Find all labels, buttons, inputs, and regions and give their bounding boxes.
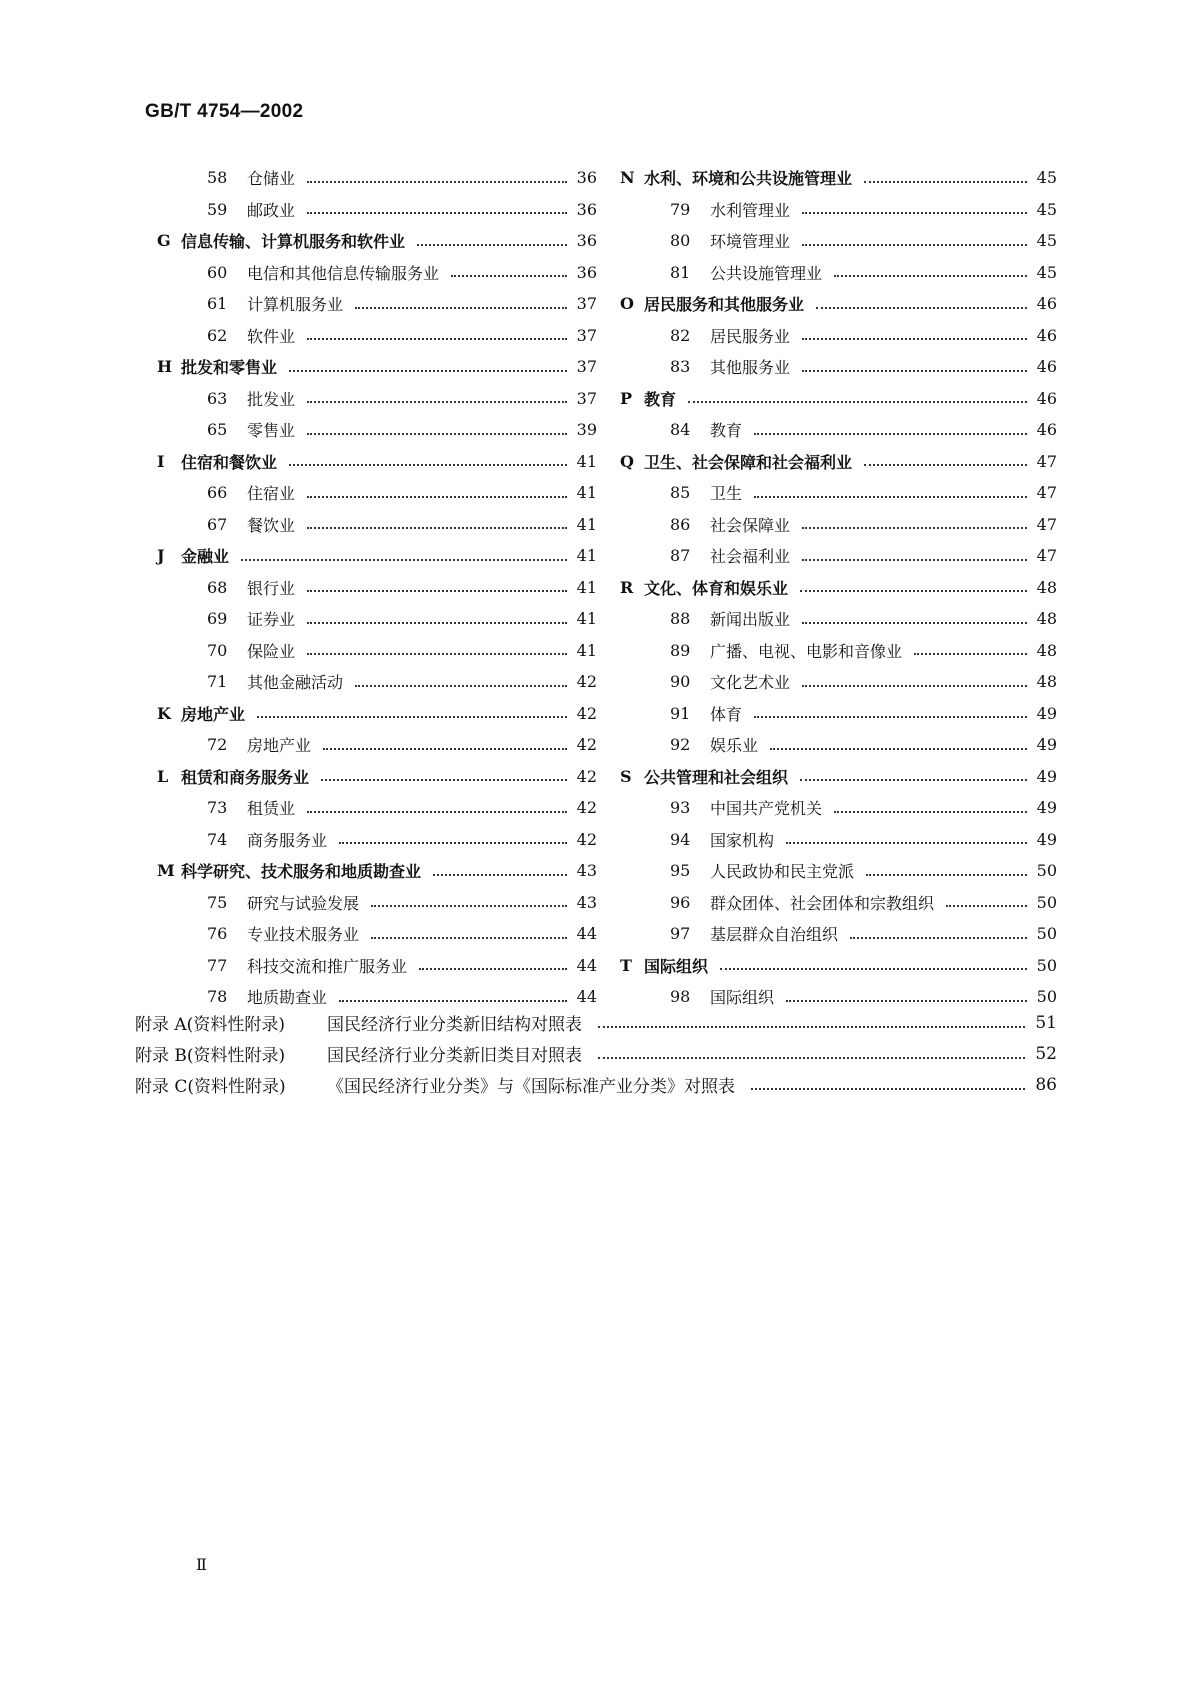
entry-page-number: 46 <box>1036 294 1057 314</box>
toc-section-entry[interactable] <box>620 572 1057 604</box>
leader-dots <box>321 779 567 781</box>
toc-section-entry[interactable] <box>157 540 597 572</box>
entry-title: 教育 <box>644 389 677 409</box>
toc-section-entry[interactable] <box>157 761 597 793</box>
leader-dots <box>598 1057 1025 1059</box>
entry-title: 国际组织 <box>644 956 709 976</box>
entry-code: 59 <box>207 199 228 219</box>
entry-page-number: 50 <box>1036 955 1057 975</box>
entry-code: 79 <box>670 199 691 219</box>
toc-subsection-entry[interactable] <box>620 635 1057 667</box>
entry-title: 专业技术服务业 <box>247 925 360 945</box>
leader-dots <box>802 527 1027 529</box>
entry-code: 94 <box>670 829 691 849</box>
entry-page-number: 49 <box>1036 798 1057 818</box>
toc-subsection-entry[interactable] <box>157 383 597 415</box>
toc-subsection-entry[interactable] <box>620 792 1057 824</box>
leader-dots <box>770 748 1027 750</box>
entry-code: 80 <box>670 231 691 251</box>
entry-code: R <box>620 577 634 597</box>
toc-subsection-entry[interactable] <box>157 257 597 289</box>
leader-dots <box>834 811 1027 813</box>
entry-title: 群众团体、社会团体和宗教组织 <box>710 893 935 913</box>
entry-page-number: 46 <box>1036 325 1057 345</box>
appendix-page-number: 52 <box>1035 1043 1057 1064</box>
leader-dots <box>834 275 1027 277</box>
entry-page-number: 47 <box>1036 546 1057 566</box>
entry-code: 83 <box>670 357 691 377</box>
entry-title: 公共管理和社会组织 <box>644 767 789 787</box>
entry-code: 82 <box>670 325 691 345</box>
leader-dots <box>866 874 1027 876</box>
leader-dots <box>754 433 1027 435</box>
entry-code: J <box>157 546 165 566</box>
leader-dots <box>802 559 1027 561</box>
toc-section-entry[interactable] <box>620 446 1057 478</box>
appendix-entry[interactable] <box>135 1038 1057 1069</box>
entry-title: 其他金融活动 <box>247 673 344 693</box>
entry-page-number: 41 <box>576 546 597 566</box>
entry-page-number: 41 <box>576 577 597 597</box>
entry-title: 国家机构 <box>710 830 775 850</box>
appendix-label: 附录 B(资料性附录) <box>135 1046 286 1066</box>
entry-title: 文化艺术业 <box>710 673 791 693</box>
toc-section-entry[interactable] <box>620 162 1057 194</box>
entry-title: 住宿和餐饮业 <box>181 452 278 472</box>
leader-dots <box>864 464 1027 466</box>
toc-subsection-entry[interactable] <box>620 414 1057 446</box>
leader-dots <box>802 338 1027 340</box>
toc-subsection-entry[interactable] <box>157 792 597 824</box>
entry-code: 58 <box>207 168 228 188</box>
entry-code: 76 <box>207 924 228 944</box>
toc-subsection-entry[interactable] <box>620 698 1057 730</box>
appendix-title: 国民经济行业分类新旧类目对照表 <box>327 1046 582 1066</box>
entry-title: 科技交流和推广服务业 <box>247 956 408 976</box>
entry-page-number: 42 <box>576 703 597 723</box>
entry-code: 95 <box>670 861 691 881</box>
appendix-title: 国民经济行业分类新旧结构对照表 <box>327 1015 582 1035</box>
entry-code: 93 <box>670 798 691 818</box>
leader-dots <box>307 338 567 340</box>
toc-subsection-entry[interactable] <box>620 477 1057 509</box>
entry-title: 电信和其他信息传输服务业 <box>247 263 440 283</box>
entry-title: 文化、体育和娱乐业 <box>644 578 789 598</box>
entry-page-number: 36 <box>576 199 597 219</box>
toc-subsection-entry[interactable] <box>620 320 1057 352</box>
appendix-list <box>135 1007 1057 1100</box>
leader-dots <box>307 181 567 183</box>
toc-subsection-entry[interactable] <box>620 729 1057 761</box>
entry-title: 新闻出版业 <box>710 610 791 630</box>
entry-code: 70 <box>207 640 228 660</box>
entry-page-number: 50 <box>1036 987 1057 1007</box>
entry-page-number: 44 <box>576 987 597 1007</box>
entry-page-number: 45 <box>1036 262 1057 282</box>
entry-title: 教育 <box>710 421 743 441</box>
toc-subsection-entry[interactable] <box>157 635 597 667</box>
entry-title: 邮政业 <box>247 200 296 220</box>
entry-page-number: 49 <box>1036 703 1057 723</box>
leader-dots <box>323 748 567 750</box>
entry-title: 居民服务业 <box>710 326 791 346</box>
toc-subsection-entry[interactable] <box>620 918 1057 950</box>
entry-page-number: 41 <box>576 483 597 503</box>
entry-code: 91 <box>670 703 691 723</box>
entry-code: 71 <box>207 672 228 692</box>
entry-page-number: 48 <box>1036 577 1057 597</box>
entry-code: M <box>157 861 175 881</box>
leader-dots <box>802 685 1027 687</box>
entry-code: 65 <box>207 420 228 440</box>
entry-code: O <box>620 294 634 314</box>
leader-dots <box>371 937 567 939</box>
leader-dots <box>307 811 567 813</box>
entry-code: 81 <box>670 262 691 282</box>
entry-title: 研究与试验发展 <box>247 893 360 913</box>
toc-subsection-entry[interactable] <box>157 414 597 446</box>
leader-dots <box>850 937 1027 939</box>
entry-page-number: 41 <box>576 609 597 629</box>
leader-dots <box>307 401 567 403</box>
leader-dots <box>914 653 1027 655</box>
entry-code: 66 <box>207 483 228 503</box>
entry-page-number: 42 <box>576 766 597 786</box>
entry-title: 批发业 <box>247 389 296 409</box>
leader-dots <box>433 874 567 876</box>
entry-page-number: 43 <box>576 861 597 881</box>
entry-title: 国际组织 <box>710 988 775 1008</box>
toc-subsection-entry[interactable] <box>157 950 597 982</box>
leader-dots <box>802 622 1027 624</box>
entry-title: 餐饮业 <box>247 515 296 535</box>
entry-title: 水利管理业 <box>710 200 791 220</box>
leader-dots <box>786 1000 1027 1002</box>
entry-page-number: 44 <box>576 924 597 944</box>
toc-section-entry[interactable] <box>157 351 597 383</box>
toc-section-entry[interactable] <box>157 225 597 257</box>
entry-page-number: 41 <box>576 640 597 660</box>
document-id: GB/T 4754—2002 <box>145 101 304 122</box>
leader-dots <box>339 842 567 844</box>
toc-subsection-entry[interactable] <box>620 509 1057 541</box>
entry-code: 86 <box>670 514 691 534</box>
entry-code: K <box>157 703 171 723</box>
entry-title: 零售业 <box>247 421 296 441</box>
entry-page-number: 42 <box>576 672 597 692</box>
leader-dots <box>751 1088 1025 1090</box>
toc-section-entry[interactable] <box>157 698 597 730</box>
entry-title: 仓储业 <box>247 169 296 189</box>
entry-code: H <box>157 357 173 377</box>
entry-title: 体育 <box>710 704 743 724</box>
leader-dots <box>754 496 1027 498</box>
entry-page-number: 47 <box>1036 451 1057 471</box>
entry-title: 保险业 <box>247 641 296 661</box>
leader-dots <box>307 527 567 529</box>
leader-dots <box>307 496 567 498</box>
entry-title: 租赁和商务服务业 <box>181 767 310 787</box>
leader-dots <box>257 716 567 718</box>
toc-subsection-entry[interactable] <box>620 887 1057 919</box>
entry-code: 72 <box>207 735 228 755</box>
entry-title: 公共设施管理业 <box>710 263 823 283</box>
entry-code: 67 <box>207 514 228 534</box>
toc-subsection-entry[interactable] <box>157 729 597 761</box>
entry-page-number: 50 <box>1036 924 1057 944</box>
toc-subsection-entry[interactable] <box>157 572 597 604</box>
toc-subsection-entry[interactable] <box>620 257 1057 289</box>
entry-page-number: 37 <box>576 357 597 377</box>
entry-code: 63 <box>207 388 228 408</box>
leader-dots <box>720 968 1027 970</box>
leader-dots <box>417 244 567 246</box>
entry-page-number: 46 <box>1036 388 1057 408</box>
leader-dots <box>355 685 567 687</box>
entry-page-number: 50 <box>1036 861 1057 881</box>
toc-subsection-entry[interactable] <box>157 666 597 698</box>
appendix-entry[interactable] <box>135 1069 1057 1100</box>
entry-page-number: 48 <box>1036 640 1057 660</box>
toc-subsection-entry[interactable] <box>157 918 597 950</box>
entry-code: 61 <box>207 294 228 314</box>
entry-title: 社会保障业 <box>710 515 791 535</box>
entry-page-number: 45 <box>1036 199 1057 219</box>
toc-subsection-entry[interactable] <box>157 887 597 919</box>
entry-code: 68 <box>207 577 228 597</box>
entry-title: 房地产业 <box>181 704 246 724</box>
leader-dots <box>754 716 1027 718</box>
entry-code: L <box>157 766 169 786</box>
entry-page-number: 36 <box>576 262 597 282</box>
entry-title: 卫生 <box>710 484 743 504</box>
entry-title: 金融业 <box>181 547 230 567</box>
entry-code: 85 <box>670 483 691 503</box>
entry-title: 批发和零售业 <box>181 358 278 378</box>
entry-title: 卫生、社会保障和社会福利业 <box>644 452 853 472</box>
entry-title: 水利、环境和公共设施管理业 <box>644 169 853 189</box>
entry-code: T <box>620 955 632 975</box>
toc-subsection-entry[interactable] <box>620 540 1057 572</box>
leader-dots <box>800 590 1027 592</box>
entry-title: 住宿业 <box>247 484 296 504</box>
entry-code: G <box>157 231 171 251</box>
entry-page-number: 45 <box>1036 231 1057 251</box>
entry-page-number: 49 <box>1036 766 1057 786</box>
toc-subsection-entry[interactable] <box>620 351 1057 383</box>
entry-title: 人民政协和民主党派 <box>710 862 855 882</box>
entry-page-number: 45 <box>1036 168 1057 188</box>
entry-title: 租赁业 <box>247 799 296 819</box>
leader-dots <box>419 968 567 970</box>
entry-title: 银行业 <box>247 578 296 598</box>
leader-dots <box>307 653 567 655</box>
entry-page-number: 46 <box>1036 420 1057 440</box>
entry-page-number: 48 <box>1036 609 1057 629</box>
leader-dots <box>802 212 1027 214</box>
entry-title: 商务服务业 <box>247 830 328 850</box>
entry-page-number: 44 <box>576 955 597 975</box>
leader-dots <box>598 1026 1025 1028</box>
entry-page-number: 47 <box>1036 514 1057 534</box>
entry-code: N <box>620 168 635 188</box>
leader-dots <box>816 307 1027 309</box>
appendix-page-number: 51 <box>1035 1012 1057 1033</box>
entry-page-number: 37 <box>576 325 597 345</box>
leader-dots <box>289 464 567 466</box>
entry-page-number: 43 <box>576 892 597 912</box>
toc-subsection-entry[interactable] <box>157 603 597 635</box>
leader-dots <box>241 559 567 561</box>
entry-title: 其他服务业 <box>710 358 791 378</box>
entry-code: 92 <box>670 735 691 755</box>
toc-right-column <box>620 162 1057 1013</box>
entry-code: 73 <box>207 798 228 818</box>
entry-code: 77 <box>207 955 228 975</box>
toc-subsection-entry[interactable] <box>620 666 1057 698</box>
leader-dots <box>800 779 1027 781</box>
entry-page-number: 42 <box>576 798 597 818</box>
entry-page-number: 41 <box>576 451 597 471</box>
leader-dots <box>339 1000 567 1002</box>
entry-code: P <box>620 388 633 408</box>
entry-page-number: 36 <box>576 168 597 188</box>
toc-left-column <box>157 162 597 1013</box>
leader-dots <box>371 905 567 907</box>
page-number: Ⅱ <box>196 1555 207 1574</box>
toc-section-entry[interactable] <box>620 383 1057 415</box>
leader-dots <box>307 622 567 624</box>
entry-page-number: 48 <box>1036 672 1057 692</box>
toc-subsection-entry[interactable] <box>157 288 597 320</box>
entry-page-number: 37 <box>576 294 597 314</box>
leader-dots <box>307 212 567 214</box>
entry-code: Q <box>620 451 634 471</box>
entry-code: 74 <box>207 829 228 849</box>
entry-title: 计算机服务业 <box>247 295 344 315</box>
entry-page-number: 42 <box>576 829 597 849</box>
entry-code: 89 <box>670 640 691 660</box>
toc-section-entry[interactable] <box>157 855 597 887</box>
appendix-label: 附录 A(资料性附录) <box>135 1015 285 1035</box>
leader-dots <box>688 401 1027 403</box>
appendix-page-number: 86 <box>1035 1074 1057 1095</box>
entry-title: 娱乐业 <box>710 736 759 756</box>
entry-page-number: 47 <box>1036 483 1057 503</box>
leader-dots <box>451 275 567 277</box>
entry-code: 87 <box>670 546 691 566</box>
toc-subsection-entry[interactable] <box>620 824 1057 856</box>
leader-dots <box>355 307 567 309</box>
entry-page-number: 49 <box>1036 735 1057 755</box>
toc-section-entry[interactable] <box>620 288 1057 320</box>
entry-title: 基层群众自治组织 <box>710 925 839 945</box>
entry-page-number: 37 <box>576 388 597 408</box>
entry-title: 居民服务和其他服务业 <box>644 295 805 315</box>
entry-page-number: 39 <box>576 420 597 440</box>
entry-code: I <box>157 451 165 471</box>
appendix-entry[interactable] <box>135 1007 1057 1038</box>
toc-subsection-entry[interactable] <box>157 194 597 226</box>
entry-title: 地质勘查业 <box>247 988 328 1008</box>
entry-title: 社会福利业 <box>710 547 791 567</box>
appendix-label: 附录 C(资料性附录) <box>135 1077 286 1097</box>
entry-title: 房地产业 <box>247 736 312 756</box>
entry-title: 广播、电视、电影和音像业 <box>710 641 903 661</box>
toc-subsection-entry[interactable] <box>157 162 597 194</box>
toc-subsection-entry[interactable] <box>157 824 597 856</box>
entry-page-number: 49 <box>1036 829 1057 849</box>
entry-title: 环境管理业 <box>710 232 791 252</box>
entry-title: 软件业 <box>247 326 296 346</box>
toc-subsection-entry[interactable] <box>620 194 1057 226</box>
entry-code: 90 <box>670 672 691 692</box>
entry-title: 证券业 <box>247 610 296 630</box>
entry-code: 75 <box>207 892 228 912</box>
leader-dots <box>289 370 567 372</box>
entry-code: 62 <box>207 325 228 345</box>
entry-title: 中国共产党机关 <box>710 799 823 819</box>
entry-page-number: 42 <box>576 735 597 755</box>
toc-section-entry[interactable] <box>620 761 1057 793</box>
toc-subsection-entry[interactable] <box>620 603 1057 635</box>
leader-dots <box>946 905 1027 907</box>
toc-section-entry[interactable] <box>620 950 1057 982</box>
leader-dots <box>786 842 1027 844</box>
leader-dots <box>307 590 567 592</box>
toc-subsection-entry[interactable] <box>157 320 597 352</box>
entry-page-number: 36 <box>576 231 597 251</box>
entry-page-number: 50 <box>1036 892 1057 912</box>
entry-code: 88 <box>670 609 691 629</box>
entry-page-number: 41 <box>576 514 597 534</box>
leader-dots <box>802 370 1027 372</box>
entry-title: 信息传输、计算机服务和软件业 <box>181 232 406 252</box>
toc-section-entry[interactable] <box>157 446 597 478</box>
entry-code: 78 <box>207 987 228 1007</box>
entry-code: 60 <box>207 262 228 282</box>
leader-dots <box>307 433 567 435</box>
toc-subsection-entry[interactable] <box>620 225 1057 257</box>
entry-code: 84 <box>670 420 691 440</box>
entry-title: 科学研究、技术服务和地质勘查业 <box>181 862 422 882</box>
entry-code: 98 <box>670 987 691 1007</box>
entry-code: 96 <box>670 892 691 912</box>
toc-subsection-entry[interactable] <box>620 855 1057 887</box>
appendix-title: 《国民经济行业分类》与《国际标准产业分类》对照表 <box>327 1077 735 1097</box>
toc-subsection-entry[interactable] <box>157 509 597 541</box>
toc-subsection-entry[interactable] <box>157 477 597 509</box>
entry-code: 69 <box>207 609 228 629</box>
entry-page-number: 46 <box>1036 357 1057 377</box>
entry-code: S <box>620 766 632 786</box>
leader-dots <box>864 181 1027 183</box>
leader-dots <box>802 244 1027 246</box>
entry-code: 97 <box>670 924 691 944</box>
